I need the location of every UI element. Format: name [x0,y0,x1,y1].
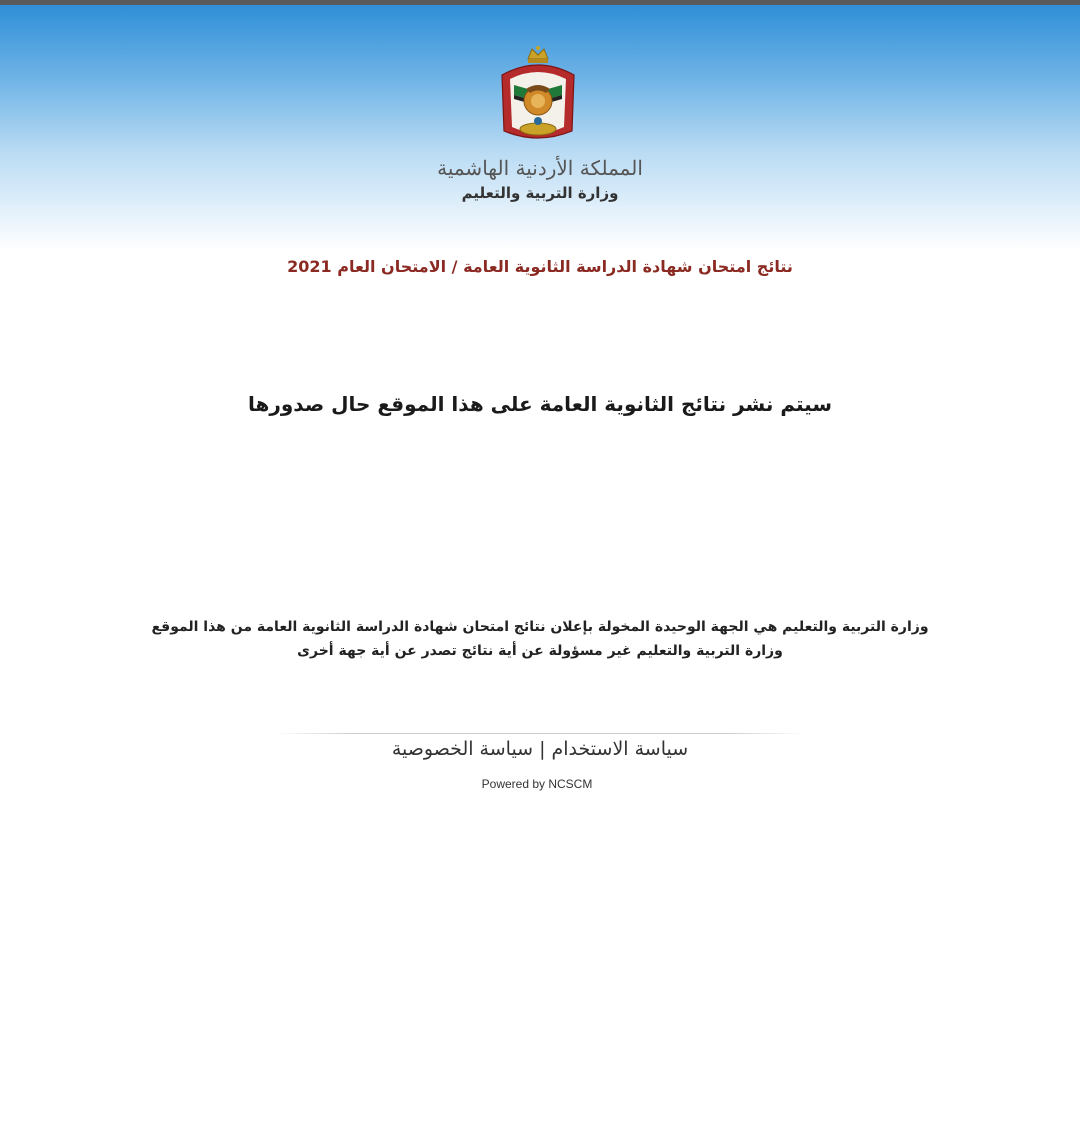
jordan-coat-of-arms-icon [496,45,580,149]
disclaimer-line-2: وزارة التربية والتعليم غير مسؤولة عن أية نتائج تصدر عن أية جهة أخرى [297,643,783,659]
announcement-message: سيتم نشر نتائج الثانوية العامة على هذا الموقع حال صدورها [247,392,833,416]
privacy-policy-link[interactable]: سياسة الخصوصية [391,738,534,760]
kingdom-name: المملكة الأردنية الهاشمية [437,156,643,180]
page-title: نتائج امتحان شهادة الدراسة الثانوية العامة / الامتحان العام 2021 [287,257,793,276]
disclaimer-line-1: وزارة التربية والتعليم هي الجهة الوحيدة المخولة بإعلان نتائج امتحان شهادة الدراسة الثانوية العامة من هذا الموقع [151,619,929,635]
disclaimer [120,615,960,663]
footer-divider [275,733,805,734]
footer-links [290,738,790,760]
footer-separator: | [539,738,546,760]
ministry-name: وزارة التربية والتعليم [461,184,619,202]
header [0,5,1080,250]
powered-by: Powered by NCSCM [481,777,593,791]
header-title-block [340,155,740,205]
terms-of-use-link[interactable]: سياسة الاستخدام [551,738,689,760]
